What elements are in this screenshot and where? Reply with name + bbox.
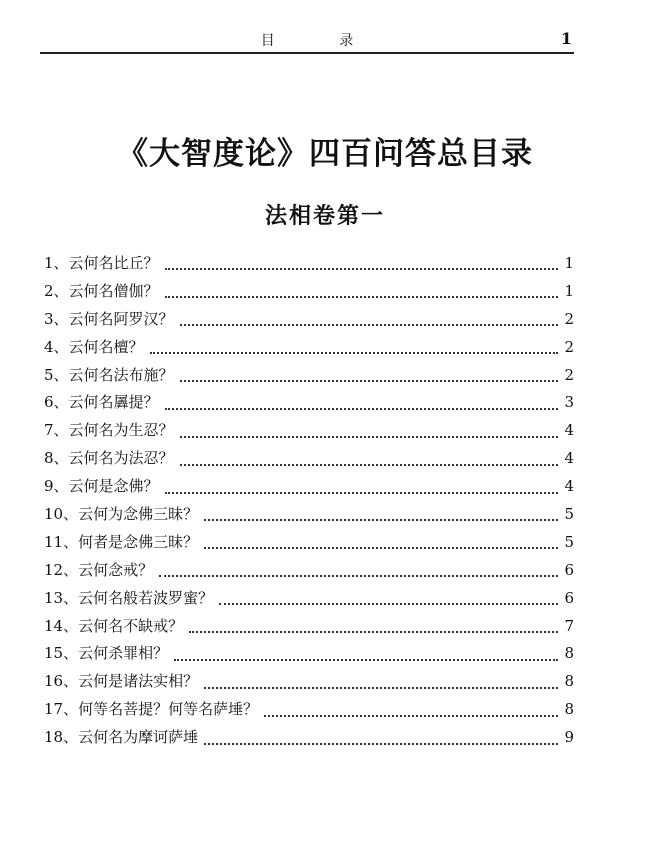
- dot-leader: [264, 714, 558, 717]
- toc-entry[interactable]: [44, 503, 574, 531]
- table-of-contents: [44, 252, 574, 754]
- dot-leader: [180, 379, 559, 382]
- toc-entry[interactable]: [44, 391, 574, 419]
- toc-entry-page-number: 4: [564, 449, 574, 468]
- toc-entry-title: 16、云何是诸法实相？: [44, 672, 199, 691]
- dot-leader: [159, 574, 558, 577]
- toc-entry-page-number: 2: [564, 365, 574, 384]
- toc-entry-title: 3、云何名阿罗汉？: [44, 309, 174, 328]
- toc-entry-page-number: 4: [564, 477, 574, 496]
- toc-entry-title: 18、云何名为摩诃萨埵: [44, 728, 199, 747]
- toc-entry-title: 17、何等名菩提？何等名萨埵？: [44, 700, 259, 719]
- dot-leader: [180, 435, 559, 438]
- toc-entry-page-number: 3: [564, 393, 574, 412]
- toc-entry[interactable]: [44, 280, 574, 308]
- toc-entry[interactable]: [44, 642, 574, 670]
- toc-entry-page-number: 8: [564, 672, 574, 691]
- dot-leader: [150, 351, 559, 354]
- toc-entry-title: 2、云何名僧伽？: [44, 281, 159, 300]
- toc-entry[interactable]: [44, 336, 574, 364]
- dot-leader: [204, 518, 558, 521]
- toc-entry-page-number: 7: [564, 616, 574, 635]
- toc-entry-title: 4、云何名檀？: [44, 337, 144, 356]
- dot-leader: [204, 742, 558, 745]
- section-title: 法相卷第一: [264, 203, 385, 229]
- toc-entry[interactable]: [44, 559, 574, 587]
- toc-entry-title: 7、云何名为生忍？: [44, 421, 174, 440]
- toc-entry-title: 6、云何名羼提？: [44, 393, 159, 412]
- toc-entry[interactable]: [44, 726, 574, 754]
- dot-leader: [189, 630, 558, 633]
- header-title: 目 录: [260, 33, 384, 49]
- toc-entry-title: 8、云何名为法忍？: [44, 449, 174, 468]
- toc-entry-page-number: 4: [564, 421, 574, 440]
- toc-entry[interactable]: [44, 252, 574, 280]
- toc-entry[interactable]: [44, 698, 574, 726]
- dot-leader: [165, 267, 559, 270]
- page-title: 《大智度论》四百问答总目录: [117, 136, 533, 172]
- toc-entry-page-number: 2: [564, 309, 574, 328]
- toc-entry[interactable]: [44, 670, 574, 698]
- dot-leader: [165, 491, 559, 494]
- toc-entry-page-number: 1: [564, 254, 574, 272]
- toc-entry[interactable]: [44, 587, 574, 615]
- toc-entry-page-number: 6: [564, 588, 574, 607]
- dot-leader: [219, 602, 558, 605]
- dot-leader: [165, 295, 559, 298]
- toc-entry[interactable]: [44, 531, 574, 559]
- toc-entry-title: 10、云何为念佛三昧？: [44, 505, 199, 524]
- toc-entry-page-number: 9: [564, 728, 574, 747]
- toc-entry[interactable]: [44, 364, 574, 392]
- dot-leader: [204, 546, 558, 549]
- toc-entry-title: 11、何者是念佛三昧？: [44, 532, 199, 551]
- toc-entry[interactable]: [44, 308, 574, 336]
- dot-leader: [180, 463, 559, 466]
- toc-entry-page-number: 5: [564, 505, 574, 524]
- toc-entry-title: 9、云何是念佛？: [44, 477, 159, 496]
- toc-entry-page-number: 5: [564, 532, 574, 551]
- toc-entry-title: 1、云何名比丘？: [44, 254, 159, 272]
- running-header: [40, 26, 574, 54]
- toc-entry-page-number: 1: [564, 281, 574, 300]
- dot-leader: [204, 686, 558, 689]
- toc-entry-title: 15、云何杀罪相？: [44, 644, 169, 663]
- toc-entry[interactable]: [44, 447, 574, 475]
- toc-entry-title: 5、云何名法布施？: [44, 365, 174, 384]
- toc-entry-page-number: 2: [564, 337, 574, 356]
- toc-entry[interactable]: [44, 475, 574, 503]
- toc-entry-page-number: 6: [564, 560, 574, 579]
- dot-leader: [165, 407, 559, 410]
- toc-entry[interactable]: [44, 615, 574, 643]
- toc-entry-page-number: 8: [564, 700, 574, 719]
- toc-entry-title: 13、云何名般若波罗蜜？: [44, 588, 214, 607]
- header-page-number: 1: [560, 29, 572, 48]
- toc-entry-title: 12、云何念戒？: [44, 560, 154, 579]
- dot-leader: [180, 323, 559, 326]
- toc-entry-title: 14、云何名不缺戒？: [44, 616, 184, 635]
- toc-entry[interactable]: [44, 419, 574, 447]
- dot-leader: [174, 658, 558, 661]
- toc-entry-page-number: 8: [564, 644, 574, 663]
